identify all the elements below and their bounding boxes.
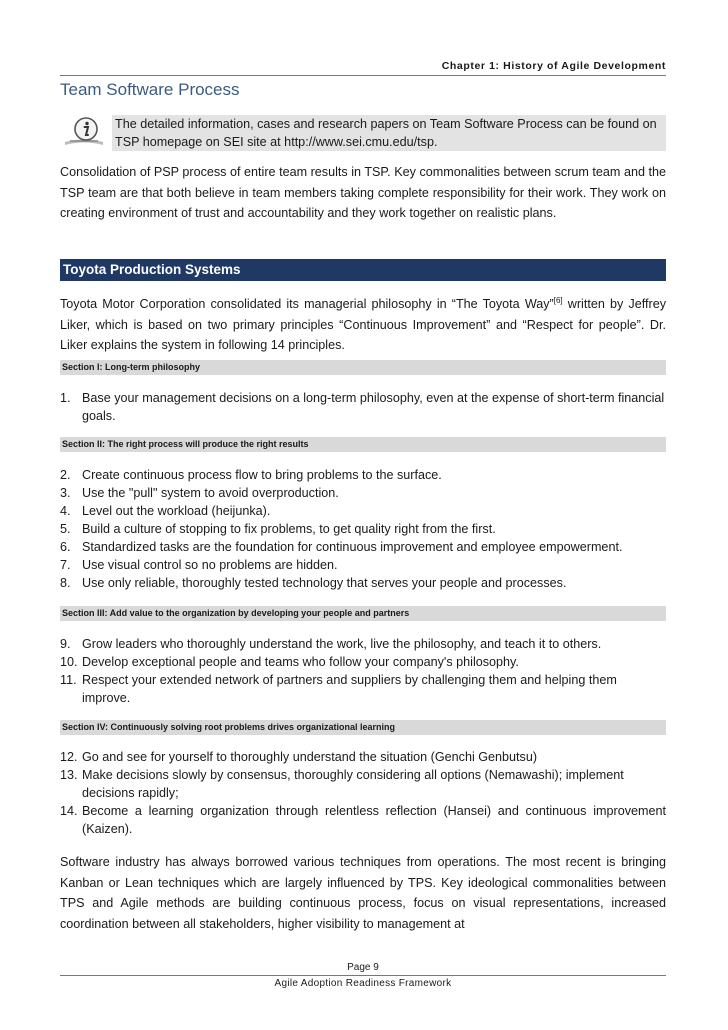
principle-text: Level out the workload (heijunka). (82, 504, 271, 518)
footer-title: Agile Adoption Readiness Framework (274, 978, 452, 989)
principle-number: 13. (60, 768, 78, 782)
principle-item (60, 556, 666, 574)
principle-item (60, 748, 666, 766)
tps-intro-paragraph (60, 291, 666, 356)
principle-item (60, 484, 666, 502)
principle-number: 7. (60, 558, 71, 572)
principle-text: Grow leaders who thoroughly understand the work, live the philosophy, and teach it to others. (82, 637, 602, 651)
principle-number: 1. (60, 391, 71, 405)
principle-item (60, 389, 666, 425)
principle-text: Use visual control so no problems are hidden. (82, 558, 338, 572)
principle-number: 14. (60, 804, 78, 818)
principle-number: 4. (60, 504, 71, 518)
page-number: Page 9 (347, 962, 379, 973)
principle-text: Build a culture of stopping to fix problems, to get quality right from the first. (82, 522, 496, 536)
principle-text: Go and see for yourself to thoroughly understand the situation (Genchi Genbutsu) (82, 750, 538, 764)
principle-number: 5. (60, 522, 71, 536)
tps-section-band: Toyota Production Systems (60, 259, 666, 281)
principle-item (60, 466, 666, 484)
citation-ref: [6] (553, 296, 563, 305)
principle-number: 3. (60, 486, 71, 500)
principle-item (60, 574, 666, 592)
tps-intro-text-a: Toyota Motor Corporation consolidated its managerial philosophy in “The Toyota Way” (60, 297, 554, 312)
principle-number: 6. (60, 540, 71, 554)
info-callout (60, 113, 666, 151)
principle-text: Create continuous process flow to bring problems to the surface. (82, 468, 442, 482)
principle-item (60, 766, 666, 802)
principle-text: Respect your extended network of partners and suppliers by challenging them and helping them improve. (82, 673, 617, 705)
principle-text: Standardized tasks are the foundation for continuous improvement and employee empowerment. (82, 540, 623, 554)
section-heading: Section IV: Continuously solving root problems drives organizational learning (60, 720, 666, 735)
principle-number: 12. (60, 750, 78, 764)
principle-item (60, 802, 666, 838)
principles-list (60, 748, 666, 838)
footer-rule (60, 975, 666, 976)
info-text: The detailed information, cases and research papers on Team Software Process can be found on TSP homepage on SEI site at http://www.sei.cmu.edu/tsp. (112, 115, 666, 151)
principles-list (60, 466, 666, 592)
principle-text: Use only reliable, thoroughly tested technology that serves your people and processes. (82, 576, 567, 590)
tsp-paragraph: Consolidation of PSP process of entire team results in TSP. Key commonalities between scrum team and the TSP team are that both believe in team members taking complete responsibility for their work. They work on creating environment of trust and accountability and they work together on realistic plans. (60, 165, 666, 220)
principles-list (60, 635, 666, 707)
principle-number: 9. (60, 637, 71, 651)
principle-item (60, 653, 666, 671)
chapter-header: Chapter 1: History of Agile Development (441, 60, 666, 72)
principle-item (60, 538, 666, 556)
principle-item (60, 635, 666, 653)
principle-text: Use the "pull" system to avoid overproduction. (82, 486, 339, 500)
principle-number: 10. (60, 655, 78, 669)
header-rule (60, 75, 666, 76)
tsp-section-title: Team Software Process (60, 80, 240, 99)
principle-number: 11. (60, 673, 77, 687)
principles-list (60, 389, 666, 425)
section-heading: Section I: Long-term philosophy (60, 360, 666, 375)
principle-text: Make decisions slowly by consensus, thoroughly considering all options (Nemawashi); implement decisions rapidly; (82, 768, 624, 800)
section-heading: Section II: The right process will produce the right results (60, 437, 666, 452)
tps-intro-text-b: written by Jeffrey Liker, which is based on two primary principles “Continuous Improvement” and “Respect for people”. Dr. Liker explains the system in following 14 principles. (60, 297, 666, 353)
principle-item (60, 502, 666, 520)
section-heading: Section III: Add value to the organization by developing your people and partners (60, 606, 666, 621)
principle-item (60, 671, 666, 707)
info-icon (62, 115, 106, 149)
principle-number: 2. (60, 468, 71, 482)
principle-text: Become a learning organization through relentless reflection (Hansei) and continuous improvement (Kaizen). (82, 804, 666, 836)
closing-paragraph: Software industry has always borrowed various techniques from operations. The most recent is bringing Kanban or Lean techniques which are largely influenced by TPS. Key ideological commonalities between TPS and Agile methods are building continuous process, focus on visual representations, increased coordination between all stakeholders, higher visibility to management at (60, 855, 666, 931)
principle-item (60, 520, 666, 538)
principle-text: Develop exceptional people and teams who follow your company's philosophy. (82, 655, 519, 669)
principle-number: 8. (60, 576, 71, 590)
principle-text: Base your management decisions on a long-term philosophy, even at the expense of short-term financial goals. (82, 391, 665, 423)
